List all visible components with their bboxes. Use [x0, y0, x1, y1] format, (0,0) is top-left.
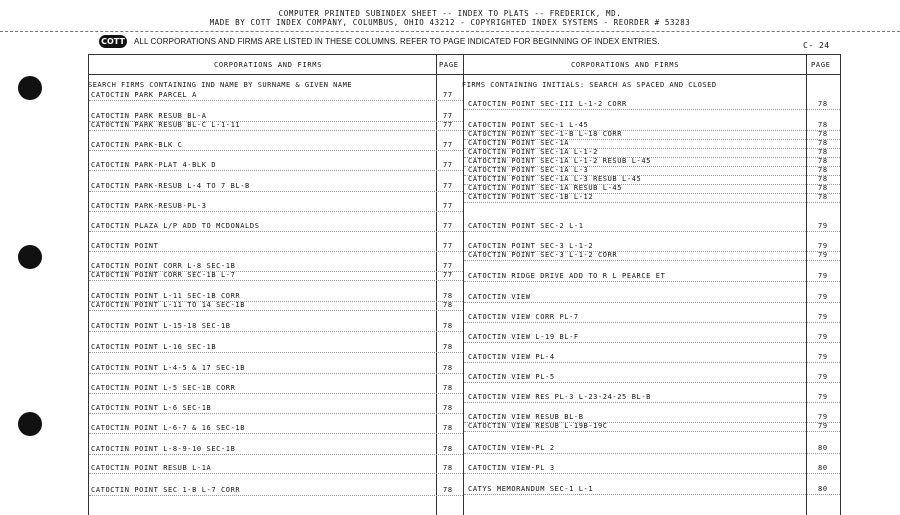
binder-hole-icon	[18, 76, 42, 100]
left-entry-name: CATOCTIN POINT SEC 1-B L-7 CORR	[91, 486, 241, 494]
left-entry-rule	[89, 231, 463, 232]
right-entry-page: 79	[818, 313, 828, 321]
left-entry-name: CATOCTIN POINT L-11 SEC-1B CORR	[91, 292, 241, 300]
left-entry-rule	[89, 100, 463, 101]
right-entry-page: 79	[818, 353, 828, 361]
left-entry-rule	[89, 191, 463, 192]
right-entry-page: 78	[818, 130, 828, 138]
left-entry-rule	[89, 393, 463, 394]
right-entry-name: CATOCTIN VIEW L-19 BL-F	[468, 333, 579, 341]
right-entry-page: 79	[818, 422, 828, 430]
right-entry-page: 78	[818, 139, 828, 147]
binder-hole-icon	[18, 245, 42, 269]
right-entry-name: CATOCTIN VIEW RESUB L-19B-19C	[468, 422, 608, 430]
left-entry-name: CATOCTIN POINT L-16 SEC-1B	[91, 343, 217, 351]
left-entry-name: CATOCTIN PARK-RESUB-PL-3	[91, 202, 207, 210]
right-entry-rule	[464, 342, 840, 343]
left-entry-name: CATOCTIN POINT CORR SEC-1B L-7	[91, 271, 236, 279]
left-entry-page: 78	[443, 384, 453, 392]
left-entry-name: CATOCTIN POINT L-8-9-10 SEC-1B	[91, 445, 236, 453]
column-border	[840, 54, 841, 515]
right-entry-rule	[464, 109, 840, 110]
left-entry-page: 78	[443, 464, 453, 472]
right-entry-rule	[464, 431, 840, 432]
left-column-heading: CORPORATIONS AND FIRMS	[214, 61, 323, 69]
right-entry-name: CATOCTIN POINT SEC-1 L-45	[468, 121, 589, 129]
right-entry-name: CATOCTIN POINT SEC-3 L-1-2 CORR	[468, 251, 618, 259]
right-entry-name: CATOCTIN VIEW CORR PL-7	[468, 313, 579, 321]
left-entry-page: 77	[443, 262, 453, 270]
right-entry-page: 80	[818, 485, 828, 493]
right-entry-page: 78	[818, 184, 828, 192]
right-entry-page: 78	[818, 148, 828, 156]
cott-logo: COTT	[99, 35, 127, 48]
right-entry-rule	[464, 382, 840, 383]
left-entry-page: 77	[443, 91, 453, 99]
right-entry-page: 79	[818, 222, 828, 230]
left-entry-rule	[89, 352, 463, 353]
left-entry-page: 77	[443, 161, 453, 169]
right-heading-rule	[463, 74, 840, 75]
right-entry-name: CATOCTIN POINT SEC-1A L-1-2 RESUB L-45	[468, 157, 651, 165]
left-entry-name: CATOCTIN POINT CORR L-8 SEC-1B	[91, 262, 236, 270]
right-entry-name: CATOCTIN POINT SEC-2 L-1	[468, 222, 584, 230]
right-entry-name: CATOCTIN VIEW RES PL-3 L-23-24-25 BL-B	[468, 393, 651, 401]
left-entry-name: CATOCTIN POINT L-11 TO 14 SEC-1B	[91, 301, 246, 309]
right-entry-page: 78	[818, 121, 828, 129]
right-entry-rule	[464, 322, 840, 323]
left-entry-name: CATOCTIN POINT L-4-5 & 17 SEC-1B	[91, 364, 246, 372]
left-entry-page: 77	[443, 141, 453, 149]
right-entry-name: CATOCTIN POINT SEC-3 L-1-2	[468, 242, 594, 250]
left-entry-name: CATOCTIN PARK-BLK C	[91, 141, 183, 149]
left-entry-name: CATOCTIN PARK RESUB BL-C L-1-11	[91, 121, 241, 129]
right-entry-rule	[464, 281, 840, 282]
left-entry-rule	[89, 473, 463, 474]
table-top-border	[88, 54, 840, 55]
binder-hole-icon	[18, 412, 42, 436]
right-entry-page: 78	[818, 193, 828, 201]
right-entry-name: CATOCTIN VIEW	[468, 293, 531, 301]
left-page-heading: PAGE	[439, 61, 459, 69]
right-entry-page: 80	[818, 464, 828, 472]
left-entry-name: CATOCTIN PARK-PLAT 4-BLK D	[91, 161, 217, 169]
left-entry-rule	[89, 211, 463, 212]
left-entry-rule	[89, 150, 463, 151]
right-entry-page: 79	[818, 413, 828, 421]
right-entry-name: CATOCTIN POINT SEC-1B L-12	[468, 193, 594, 201]
column-border	[463, 54, 464, 515]
right-entry-name: CATOCTIN RIDGE DRIVE ADD TO R L PEARCE ET	[468, 272, 666, 280]
left-entry-rule	[89, 130, 463, 131]
right-entry-name: CATOCTIN VIEW PL-5	[468, 373, 555, 381]
column-border	[436, 54, 437, 515]
left-entry-rule	[89, 280, 463, 281]
left-entry-name: CATOCTIN PARK RESUB BL-A	[91, 112, 207, 120]
right-entry-name: CATOCTIN POINT SEC-1A L-1-2	[468, 148, 598, 156]
right-entry-rule	[464, 302, 840, 303]
left-entry-name: CATOCTIN PLAZA L/P ADD TO MCDONALDS	[91, 222, 260, 230]
left-entry-name: CATOCTIN POINT L-15-18 SEC-1B	[91, 322, 231, 330]
right-entry-name: CATYS MEMORANDUM SEC-1 L-1	[468, 485, 594, 493]
left-entry-page: 78	[443, 322, 453, 330]
left-entry-name: CATOCTIN POINT L-6 SEC-1B	[91, 404, 212, 412]
right-entry-page: 79	[818, 373, 828, 381]
left-entry-name: CATOCTIN POINT RESUB L-1A	[91, 464, 212, 472]
left-entry-page: 77	[443, 242, 453, 250]
column-notice: ALL CORPORATIONS AND FIRMS ARE LISTED IN THESE COLUMNS. REFER TO PAGE INDICATED FOR BEGINNING OF INDEX ENTRIES.	[134, 37, 660, 46]
right-entry-rule	[464, 402, 840, 403]
right-entry-name: CATOCTIN POINT SEC-1A L-3	[468, 166, 589, 174]
left-entry-rule	[89, 373, 463, 374]
left-entry-page: 78	[443, 445, 453, 453]
right-entry-rule	[464, 453, 840, 454]
left-entry-page: 78	[443, 486, 453, 494]
left-entry-name: CATOCTIN PARK-RESUB L-4 TO 7 BL-B	[91, 182, 250, 190]
right-entry-name: CATOCTIN VIEW RESUB BL-B	[468, 413, 584, 421]
left-entry-rule	[89, 413, 463, 414]
right-entry-name: CATOCTIN POINT SEC-1A L-3 RESUB L-45	[468, 175, 642, 183]
left-entry-page: 78	[443, 424, 453, 432]
left-heading-rule	[88, 74, 463, 75]
right-entry-rule	[464, 202, 840, 203]
left-entry-name: CATOCTIN POINT L-6-7 & 16 SEC-1B	[91, 424, 246, 432]
right-entry-page: 79	[818, 251, 828, 259]
right-entry-rule	[464, 362, 840, 363]
column-border	[88, 54, 89, 515]
left-entry-page: 77	[443, 202, 453, 210]
right-entry-name: CATOCTIN POINT SEC-1-B L-18 CORR	[468, 130, 623, 138]
left-entry-page: 78	[443, 292, 453, 300]
left-entry-name: CATOCTIN POINT L-5 SEC-1B CORR	[91, 384, 236, 392]
left-search-instruction: SEARCH FIRMS CONTAINING IND NAME BY SURNAME & GIVEN NAME	[88, 81, 353, 89]
left-entry-name: CATOCTIN PARK PARCEL A	[91, 91, 197, 99]
left-entry-page: 78	[443, 343, 453, 351]
left-entry-rule	[89, 170, 463, 171]
sheet-code: C- 24	[803, 41, 830, 50]
left-entry-page: 78	[443, 404, 453, 412]
right-entry-page: 80	[818, 444, 828, 452]
right-entry-rule	[464, 494, 840, 495]
right-entry-page: 79	[818, 333, 828, 341]
left-entry-rule	[89, 310, 463, 311]
right-entry-page: 78	[818, 166, 828, 174]
left-entry-page: 77	[443, 271, 453, 279]
right-search-instruction: FIRMS CONTAINING INITIALS: SEARCH AS SPACED AND CLOSED	[462, 81, 717, 89]
right-entry-page: 78	[818, 175, 828, 183]
left-entry-page: 77	[443, 222, 453, 230]
right-entry-page: 79	[818, 272, 828, 280]
left-entry-rule	[89, 251, 463, 252]
right-entry-name: CATOCTIN VIEW-PL 3	[468, 464, 555, 472]
right-entry-page: 79	[818, 242, 828, 250]
header-divider	[0, 31, 900, 32]
left-entry-rule	[89, 454, 463, 455]
right-entry-name: CATOCTIN POINT SEC-1A RESUB L-45	[468, 184, 623, 192]
right-entry-name: CATOCTIN POINT SEC-1A	[468, 139, 570, 147]
right-entry-name: CATOCTIN VIEW PL-4	[468, 353, 555, 361]
left-entry-page: 78	[443, 301, 453, 309]
right-entry-rule	[464, 473, 840, 474]
right-column-heading: CORPORATIONS AND FIRMS	[571, 61, 680, 69]
left-entry-rule	[89, 433, 463, 434]
right-entry-page: 78	[818, 157, 828, 165]
right-entry-page: 79	[818, 293, 828, 301]
left-entry-page: 77	[443, 112, 453, 120]
right-entry-name: CATOCTIN VIEW-PL 2	[468, 444, 555, 452]
right-entry-name: CATOCTIN POINT SEC-III L-1-2 CORR	[468, 100, 627, 108]
right-entry-rule	[464, 260, 840, 261]
right-entry-page: 78	[818, 100, 828, 108]
right-page-heading: PAGE	[811, 61, 831, 69]
left-entry-page: 77	[443, 121, 453, 129]
left-entry-name: CATOCTIN POINT	[91, 242, 159, 250]
right-entry-rule	[464, 231, 840, 232]
left-entry-rule	[89, 495, 463, 496]
column-border	[806, 54, 807, 515]
left-entry-rule	[89, 331, 463, 332]
sheet-title: COMPUTER PRINTED SUBINDEX SHEET -- INDEX TO PLATS -- FREDERICK, MD.	[278, 9, 622, 18]
left-entry-page: 78	[443, 364, 453, 372]
left-entry-page: 77	[443, 182, 453, 190]
publisher-line: MADE BY COTT INDEX COMPANY, COLUMBUS, OHIO 43212 - COPYRIGHTED INDEX SYSTEMS - REORDER # 53283	[209, 18, 691, 27]
right-entry-page: 79	[818, 393, 828, 401]
